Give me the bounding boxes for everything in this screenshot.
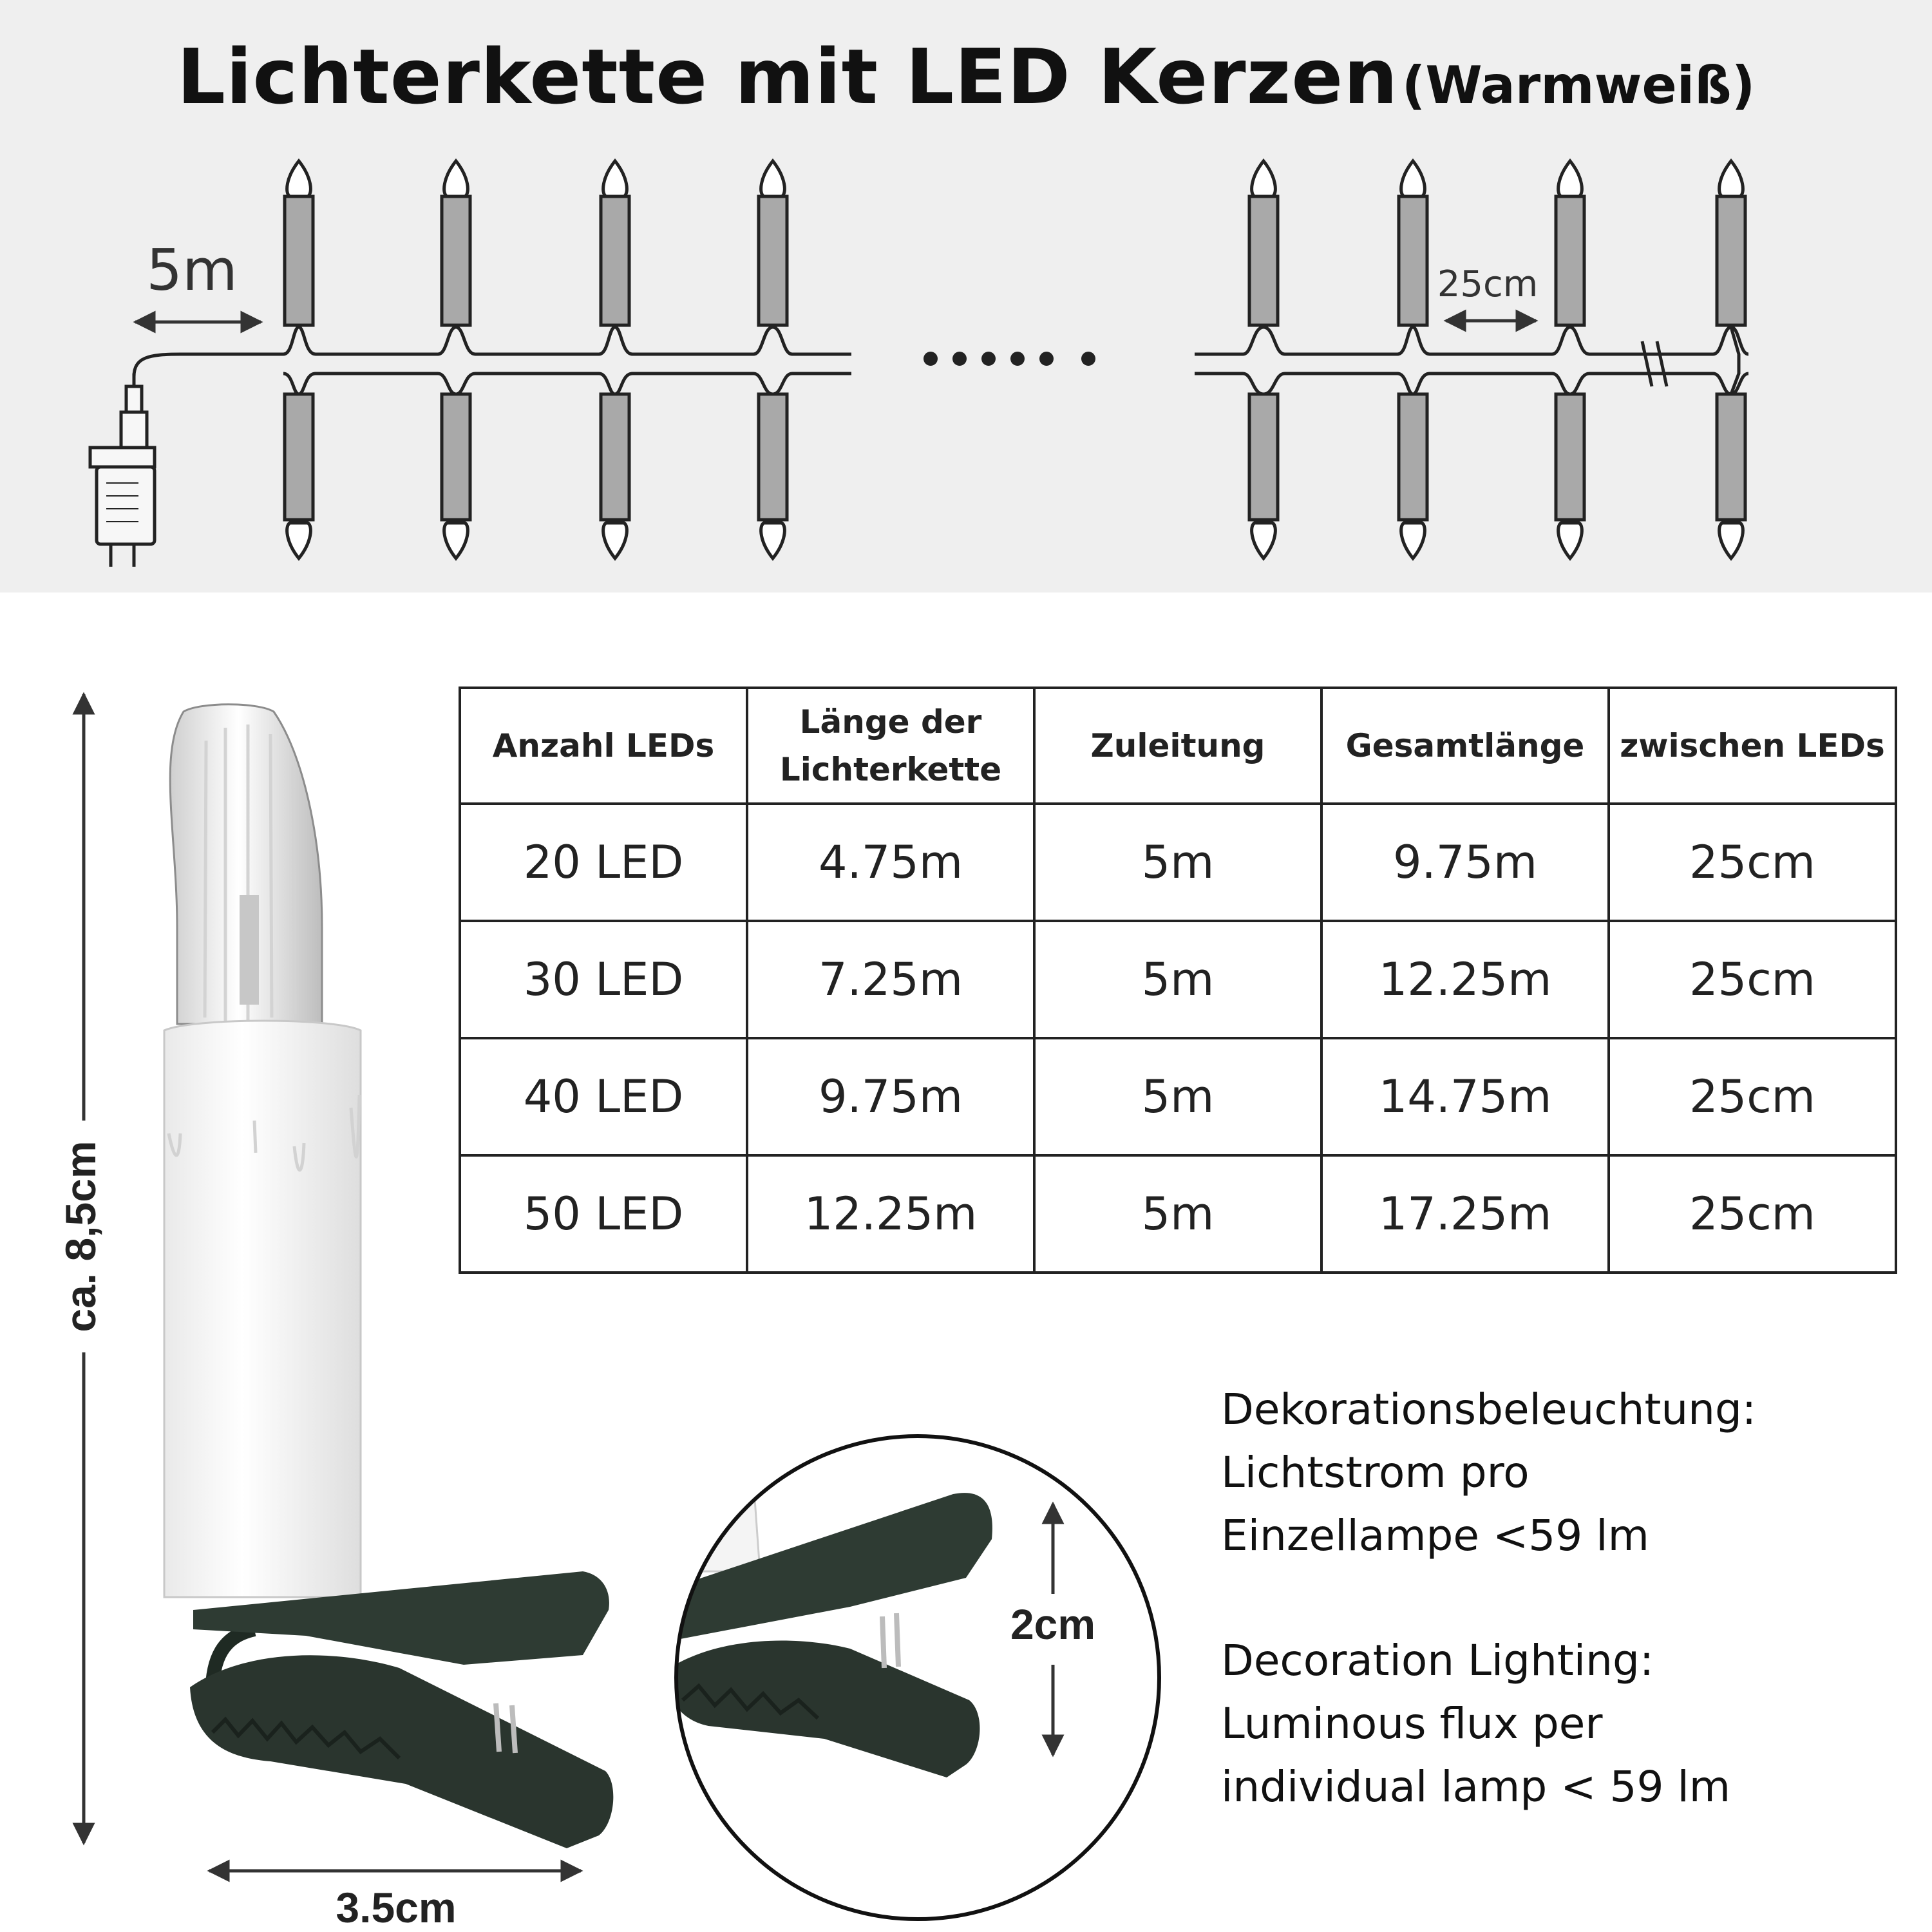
cell-led-count: 50 LED (460, 1155, 747, 1273)
table-row (460, 804, 1896, 921)
candle-icon (759, 161, 787, 325)
candle-icon (285, 394, 313, 558)
spec-table (459, 687, 1897, 1274)
info-en-line: Luminous flux per (1221, 1699, 1603, 1748)
cell-led-count: 40 LED (460, 1038, 747, 1155)
cell-total-length: 14.75m (1321, 1038, 1609, 1155)
cell-lead: 5m (1034, 804, 1321, 921)
info-german (1221, 1378, 1917, 1567)
cell-chain-length: 12.25m (747, 1155, 1034, 1273)
cell-chain-length: 4.75m (747, 804, 1034, 921)
info-en-line: Decoration Lighting: (1221, 1636, 1654, 1685)
cell-lead: 5m (1034, 921, 1321, 1038)
clip-label: 2cm (1010, 1600, 1096, 1648)
candle-icon (442, 394, 470, 558)
col-header-spacing: zwischen LEDs (1609, 688, 1896, 804)
cell-led-count: 20 LED (460, 804, 747, 921)
candle-icon (1717, 161, 1745, 325)
clip-zoom-circle (663, 1436, 1159, 1919)
spacing-label: 25cm (1437, 263, 1539, 305)
candle-icon (1249, 161, 1278, 325)
candle-icon (759, 394, 787, 558)
cell-spacing: 25cm (1609, 804, 1896, 921)
cell-spacing: 25cm (1609, 921, 1896, 1038)
cell-lead: 5m (1034, 1155, 1321, 1273)
cell-total-length: 9.75m (1321, 804, 1609, 921)
info-de-line: Lichtstrom pro (1221, 1448, 1530, 1497)
info-en-line: individual lamp < 59 lm (1221, 1762, 1731, 1812)
ellipsis-dots (923, 352, 1095, 366)
cell-total-length: 17.25m (1321, 1155, 1609, 1273)
table-header-row (460, 688, 1896, 804)
candle-icon (1399, 161, 1427, 325)
cell-chain-length: 9.75m (747, 1038, 1034, 1155)
candle-icon (1717, 394, 1745, 558)
cell-spacing: 25cm (1609, 1155, 1896, 1273)
candle-icon (285, 161, 313, 325)
cell-chain-length: 7.25m (747, 921, 1034, 1038)
info-de-line: Dekorationsbeleuchtung: (1221, 1385, 1757, 1434)
candle-icon (1556, 161, 1584, 325)
lead-length-label: 5m (146, 237, 238, 303)
light-chain-diagram (90, 327, 1748, 567)
candle-icon (601, 161, 629, 325)
candle-icon (1399, 394, 1427, 558)
table-row (460, 1038, 1896, 1155)
title-main: Lichterkette mit LED Kerzen (176, 32, 1399, 121)
col-header-lead: Zuleitung (1034, 688, 1321, 804)
candle-icon (1249, 394, 1278, 558)
candle-icon (601, 394, 629, 558)
cell-total-length: 12.25m (1321, 921, 1609, 1038)
candle-icon (1556, 394, 1584, 558)
candle-icon (442, 161, 470, 325)
width-label: 3.5cm (336, 1884, 457, 1931)
col-header-total-length: Gesamtlänge (1321, 688, 1609, 804)
info-english (1221, 1629, 1917, 1819)
height-label: ca. 8,5cm (57, 1141, 104, 1332)
info-de-line: Einzellampe <59 lm (1221, 1511, 1649, 1560)
power-adapter-icon (90, 374, 155, 567)
cell-led-count: 30 LED (460, 921, 747, 1038)
cell-lead: 5m (1034, 1038, 1321, 1155)
title-sub: (Warmweiß) (1401, 55, 1756, 115)
col-header-led-count: Anzahl LEDs (460, 688, 747, 804)
table-row (460, 1155, 1896, 1273)
cell-spacing: 25cm (1609, 1038, 1896, 1155)
table-row (460, 921, 1896, 1038)
col-header-chain-length: Länge der Lichterkette (747, 688, 1034, 804)
